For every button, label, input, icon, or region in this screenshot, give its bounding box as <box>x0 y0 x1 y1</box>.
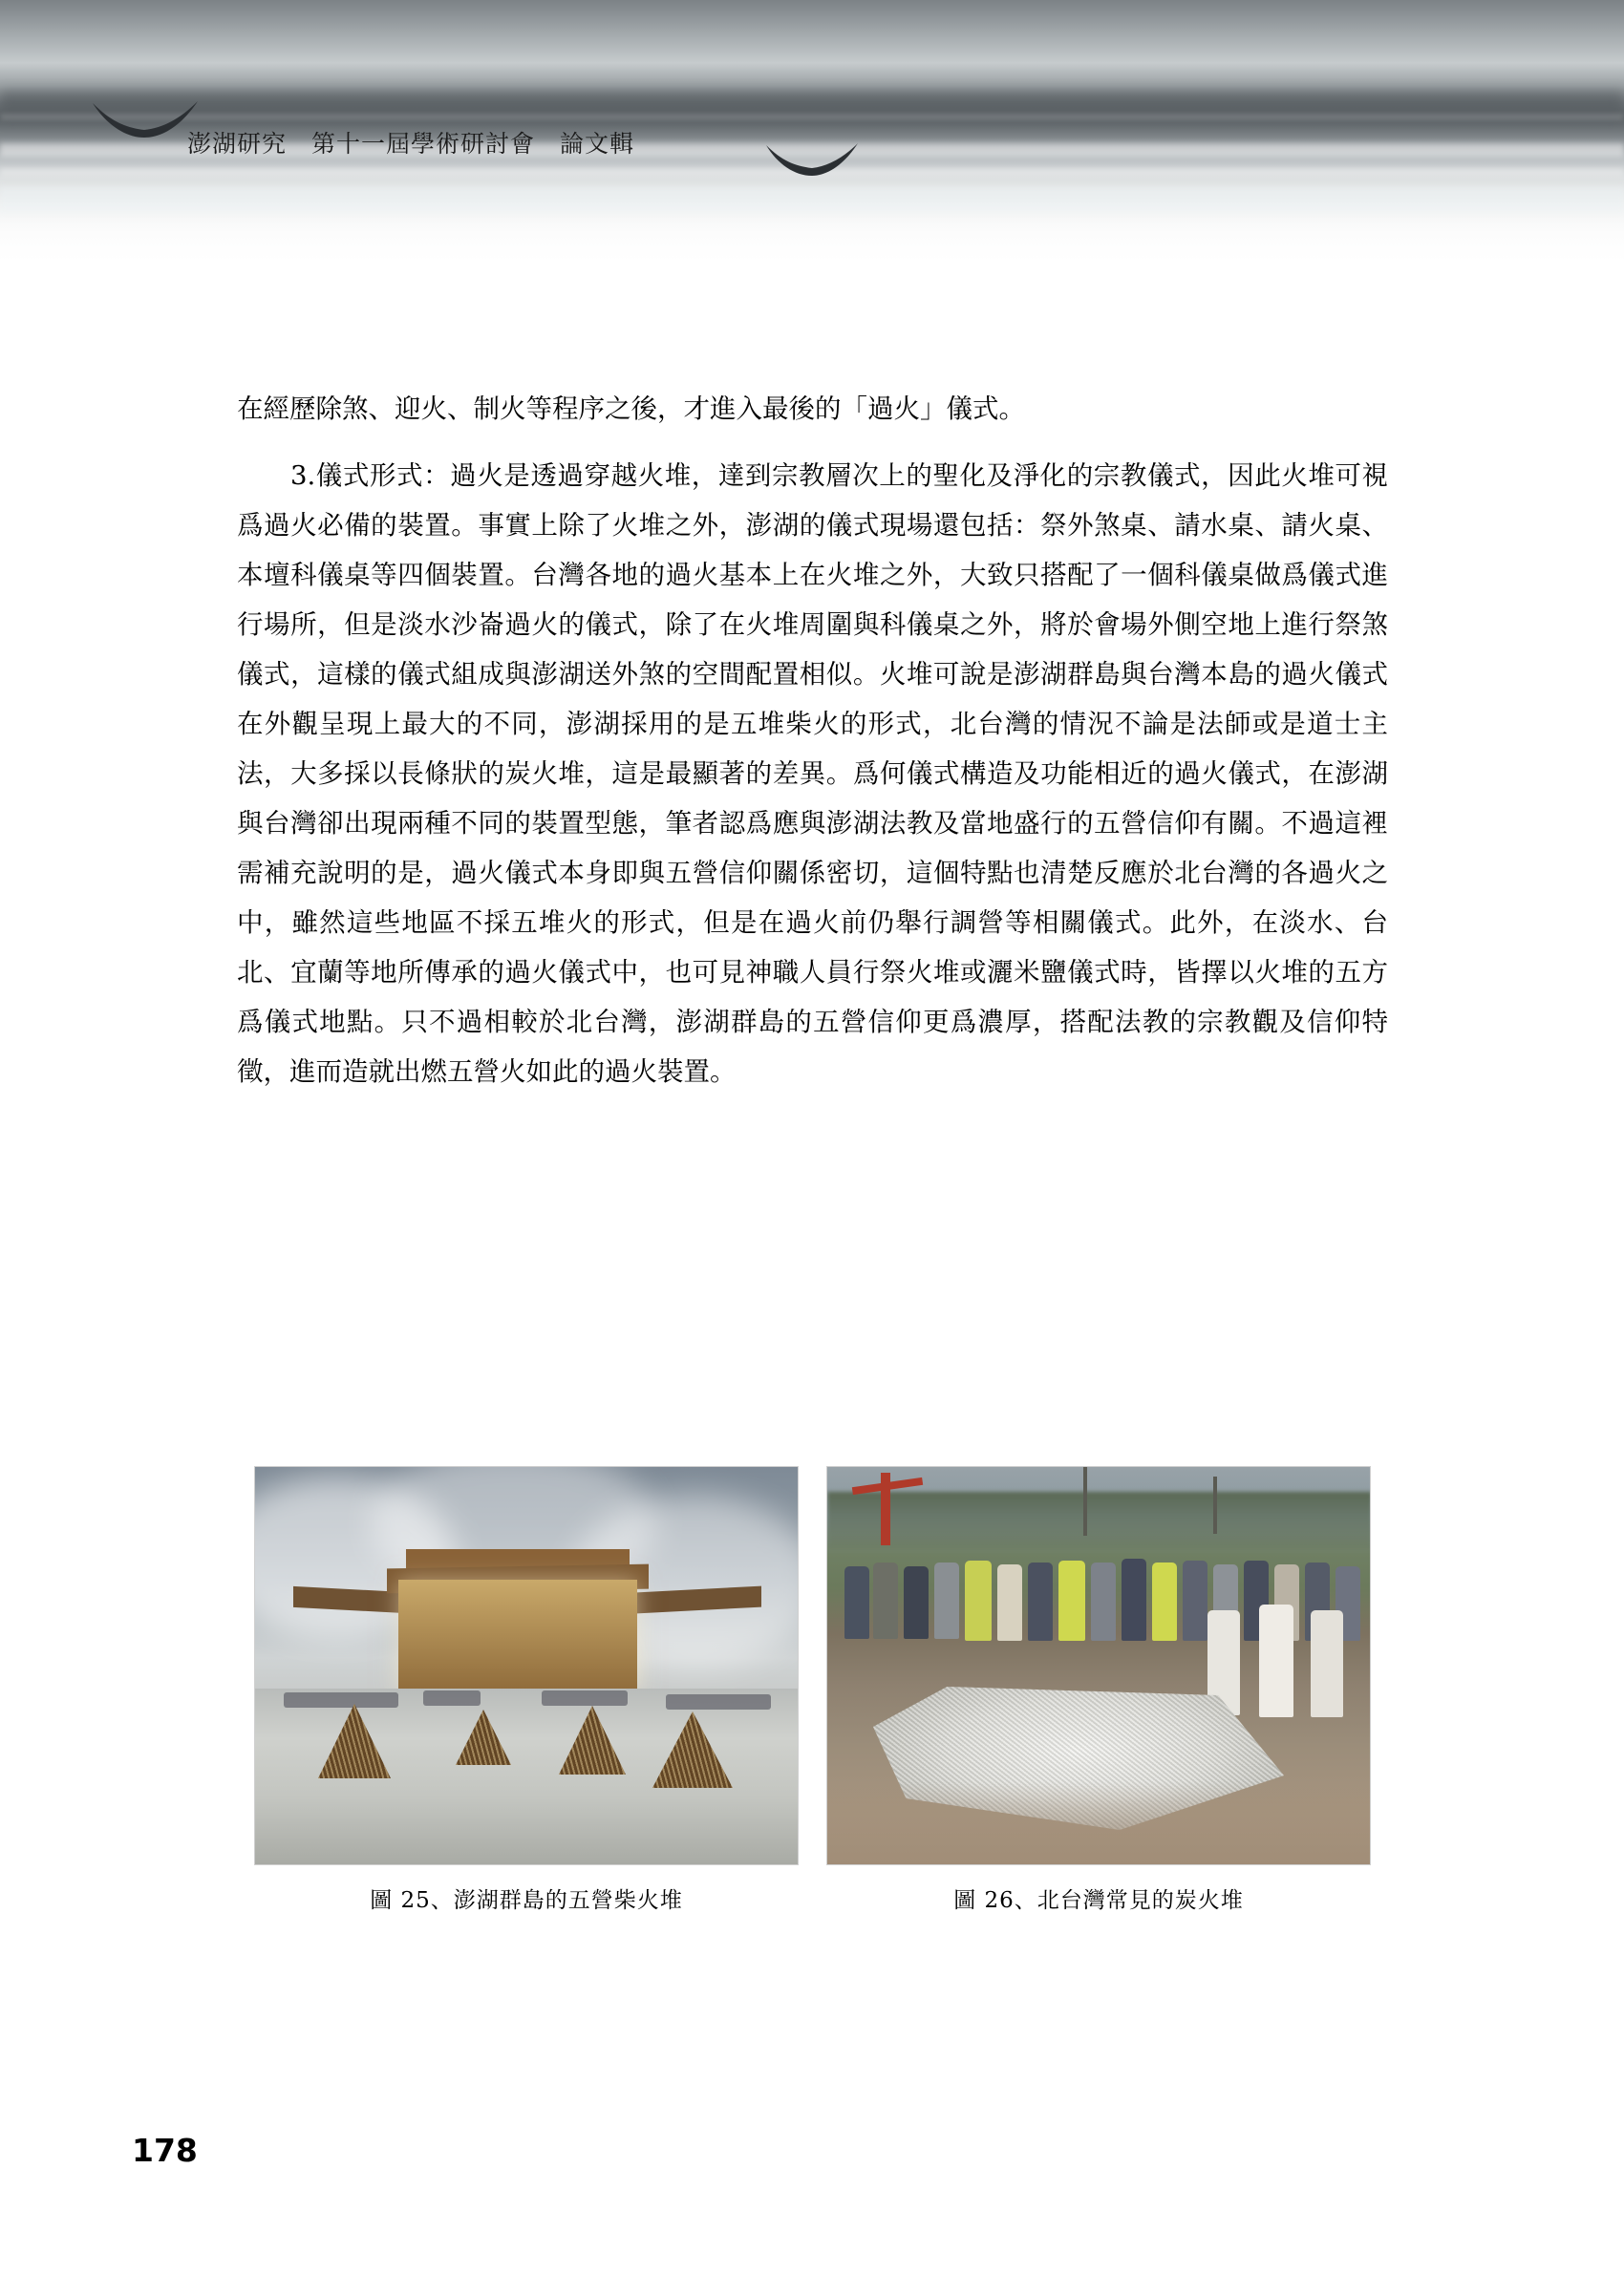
charcoal-bed-crowd-photo <box>826 1466 1371 1865</box>
seagull-icon <box>764 141 860 180</box>
figure-25 <box>254 1466 799 1914</box>
figure-26 <box>826 1466 1371 1914</box>
paragraph: 3.儀式形式：過火是透過穿越火堆，達到宗教層次上的聖化及淨化的宗教儀式，因此火堆可視爲過火必備的裝置。事實上除了火堆之外，澎湖的儀式現場還包括：祭外煞桌、請水桌、請火桌、本壇科儀桌等四個裝置。台灣各地的過火基本上在火堆之外，大致只搭配了一個科儀桌做爲儀式進行場所，但是淡水沙崙過火的儀式，除了在火堆周圍與科儀桌之外，將於會場外側空地上進行祭煞儀式，這樣的儀式組成與澎湖送外煞的空間配置相似。火堆可說是澎湖群島與台灣本島的過火儀式在外觀呈現上最大的不同，澎湖採用的是五堆柴火的形式，北台灣的情況不論是法師或是道士主法，大多採以長條狀的炭火堆，這是最顯著的差異。爲何儀式構造及功能相近的過火儀式，在澎湖與台灣卻出現兩種不同的裝置型態，筆者認爲應與澎湖法教及當地盛行的五營信仰有關。不過這裡需補充說明的是，過火儀式本身即與五營信仰關係密切，這個特點也清楚反應於北台灣的各過火之中，雖然這些地區不採五堆火的形式，但是在過火前仍舉行調營等相關儀式。此外，在淡水、台北、宜蘭等地所傳承的過火儀式中，也可見神職人員行祭火堆或灑米鹽儀式時，皆擇以火堆的五方爲儀式地點。只不過相較於北台灣，澎湖群島的五營信仰更爲濃厚，搭配法教的宗教觀及信仰特徵，進而造就出燃五營火如此的過火裝置。 <box>237 460 1388 1087</box>
temple-fire-piles-photo <box>254 1466 799 1865</box>
wave-shadow <box>0 92 1624 130</box>
figure-group <box>237 1466 1388 1915</box>
figure-caption: 圖 26、北台灣常見的炭火堆 <box>953 1888 1244 1913</box>
paragraph: 在經歷除煞、迎火、制火等程序之後，才進入最後的「過火」儀式。 <box>237 393 1025 424</box>
figure-caption: 圖 25、澎湖群島的五營柴火堆 <box>370 1888 683 1913</box>
water-streak <box>0 115 1624 119</box>
page-body <box>237 384 1388 1096</box>
seagull-icon <box>91 99 202 143</box>
header-fade <box>0 201 1624 287</box>
running-head: 澎湖研究 第十一屆學術研討會 論文輯 <box>187 130 635 158</box>
page-number: 178 <box>132 2132 198 2169</box>
